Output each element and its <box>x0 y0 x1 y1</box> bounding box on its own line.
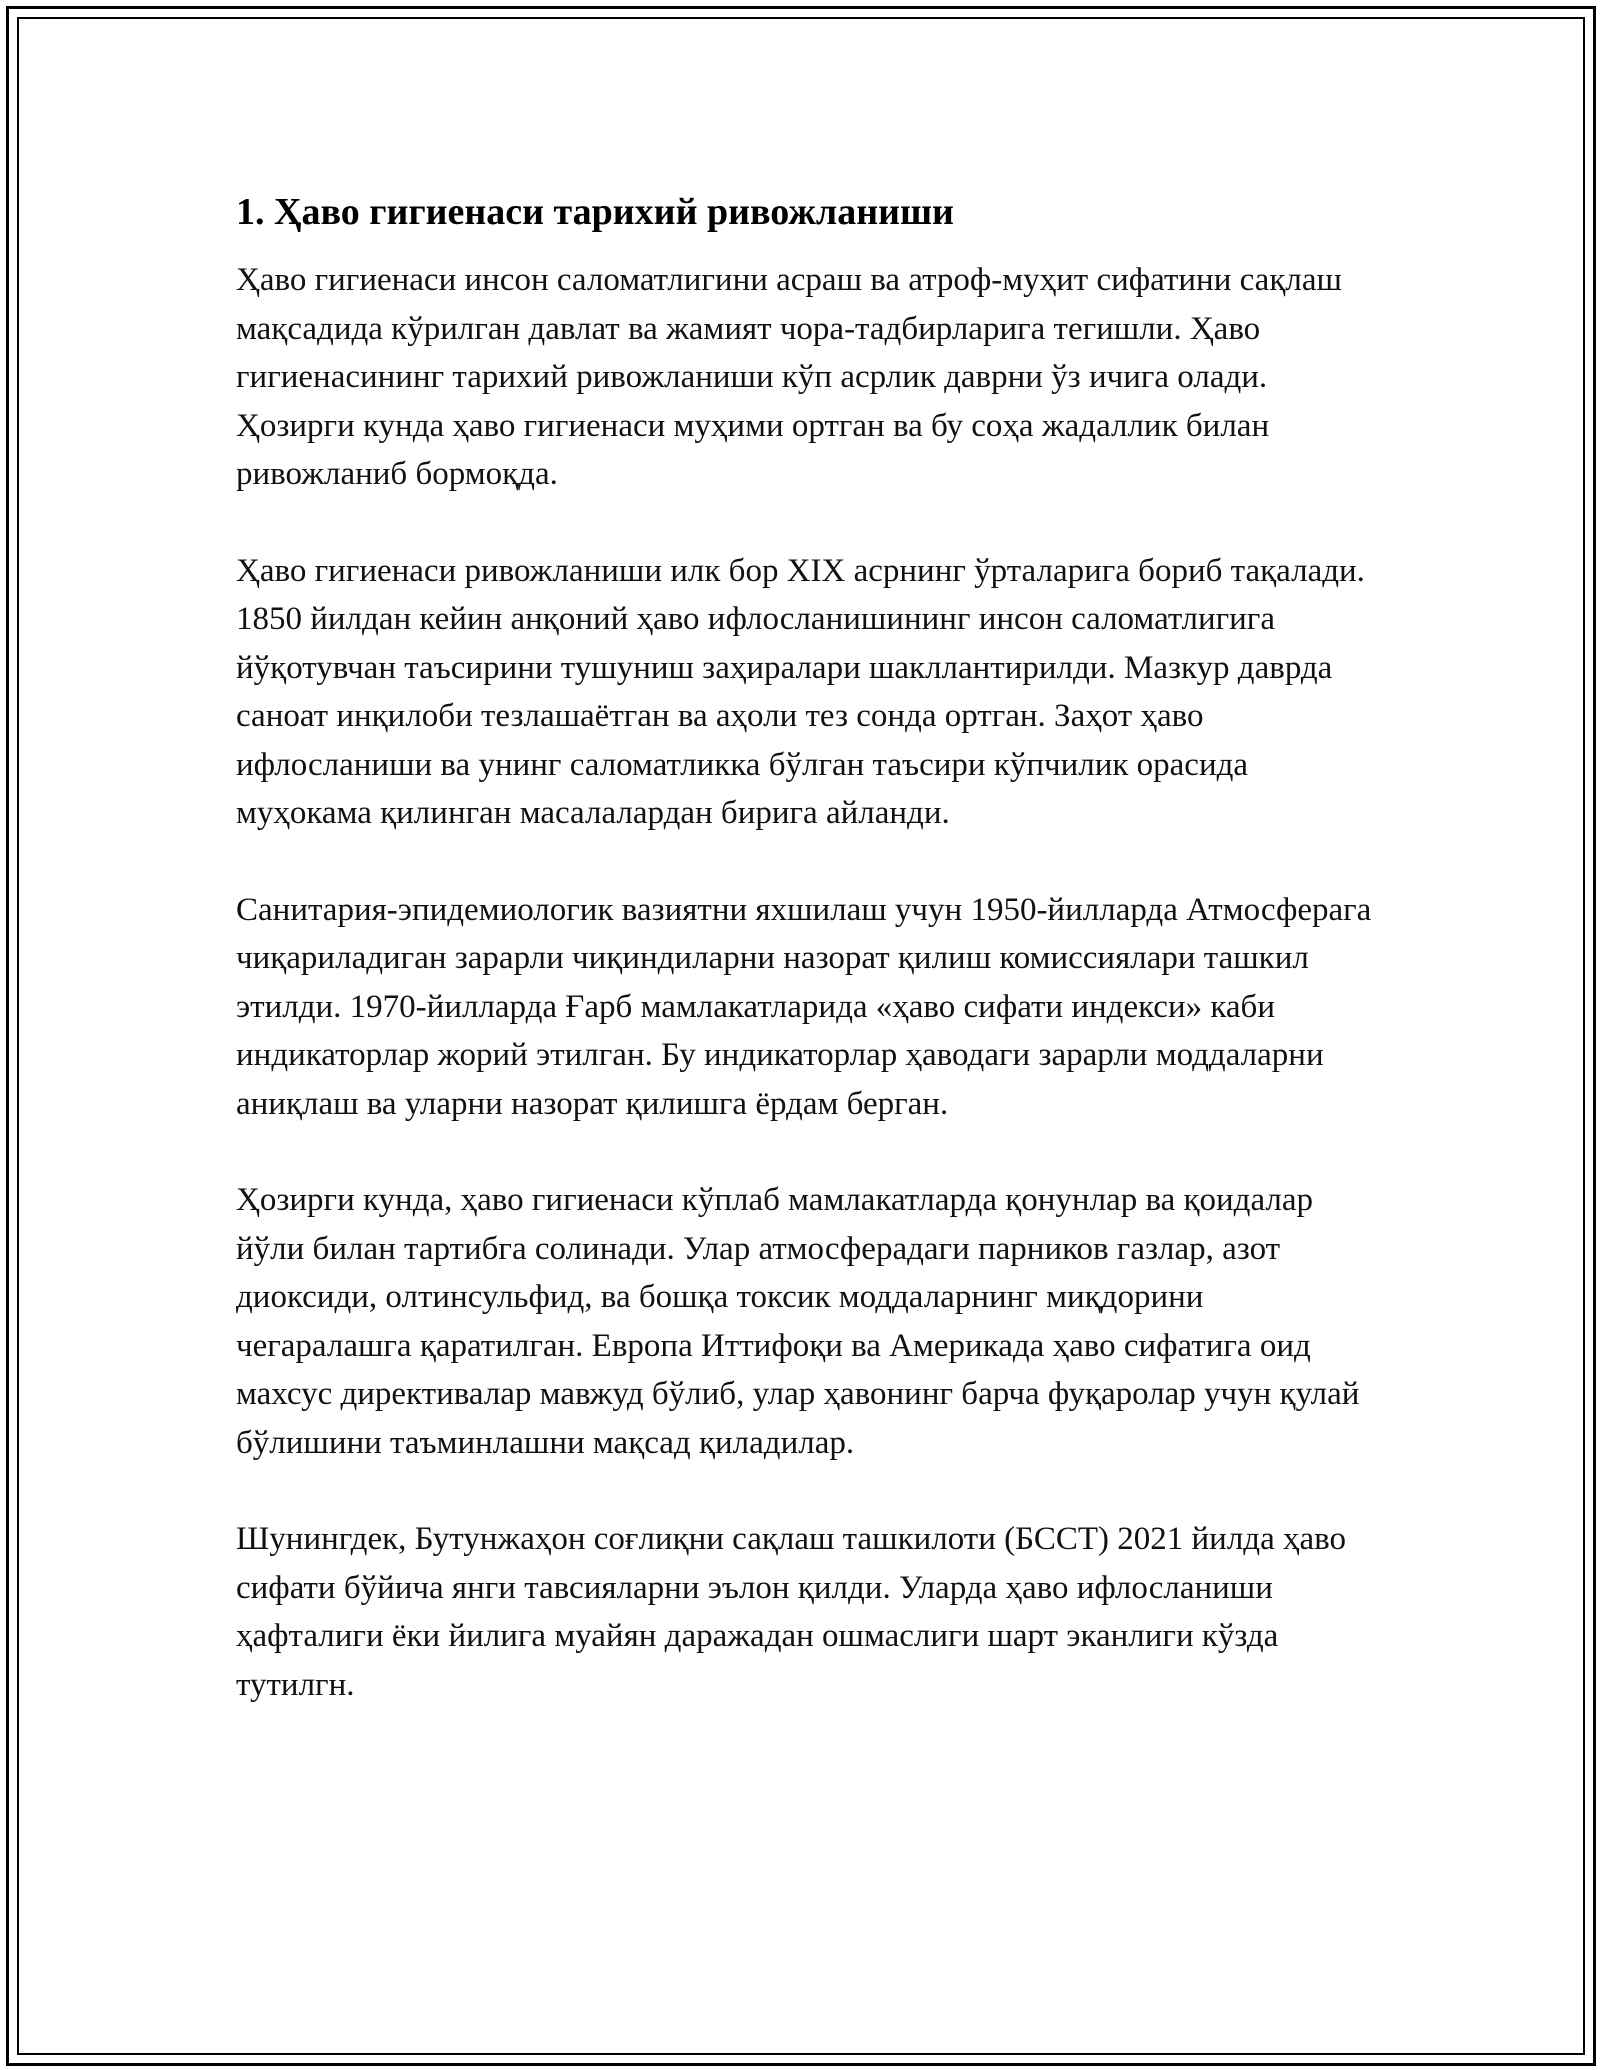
paragraph-modern-regulation: Ҳозирги кунда, ҳаво гигиенаси кўплаб мамлакатларда қонунлар ва қоидалар йўли билан тартибга солинади. Улар атмосферадаги парников газлар, азот диоксиди, олтинсульфид, ва бошқа токсик моддаларнинг миқдорини чегаралашга қаратилган. Европа Иттифоқи ва Америкада ҳаво сифатига оид махсус директивалар мавжуд бўлиб, улар ҳавонинг барча фуқаролар учун қулай бўлишини таъминлашни мақсад қиладилар. <box>236 1182 1360 1461</box>
paragraph-who-recommendations: Шунингдек, Бутунжаҳон соғлиқни сақлаш ташкилоти (БССТ) 2021 йилда ҳаво сифати бўйича янги тавсияларни эълон қилди. Уларда ҳаво ифлосланиши ҳафталиги ёки йилига муайян даражадан ошмаслиги шарт эканлиги кўзда тутилгн. <box>236 1521 1346 1703</box>
paragraph-sanitary-commissions: Санитария-эпидемиологик вазиятни яхшилаш учун 1950-йилларда Атмосферага чиқариладиган зарарли чиқиндиларни назорат қилиш комиссиялари ташкил этилди. 1970-йилларда Ғарб мамлакатларида «ҳаво сифати индекси» каби индикаторлар жорий этилган. Бу индикаторлар ҳаводаги зарарли моддаларни аниқлаш ва уларни назорат қилишга ёрдам берган. <box>236 891 1372 1122</box>
section-heading: 1. Ҳаво гигиенаси тарихий ривожланиши <box>236 191 954 233</box>
document-body <box>236 188 1376 1757</box>
paragraph-intro: Ҳаво гигиенаси инсон саломатлигини асраш ва атроф-муҳит сифатини сақлаш мақсадида кўрилган давлат ва жамият чора-тадбирларига тегишли. Ҳаво гигиенасининг тарихий ривожланиши кўп асрлик даврни ўз ичига олади. Ҳозирги кунда ҳаво гигиенаси муҳими ортган ва бу соҳа жадаллик билан ривожланиб бормоқда. <box>236 262 1342 492</box>
paragraph-history-19th-century: Ҳаво гигиенаси ривожланиши илк бор XIX асрнинг ўрталарига бориб тақалади. 1850 йилдан кейин анқоний ҳаво ифлосланишининг инсон саломатлигига йўқотувчан таъсирини тушуниш заҳиралари шакллантирилди. Мазкур даврда саноат инқилоби тезлашаётган ва аҳоли тез сонда ортган. Заҳот ҳаво ифлосланиши ва унинг саломатликка бўлган таъсири кўпчилик орасида муҳокама қилинган масалалардан бирига айланди. <box>236 552 1365 831</box>
